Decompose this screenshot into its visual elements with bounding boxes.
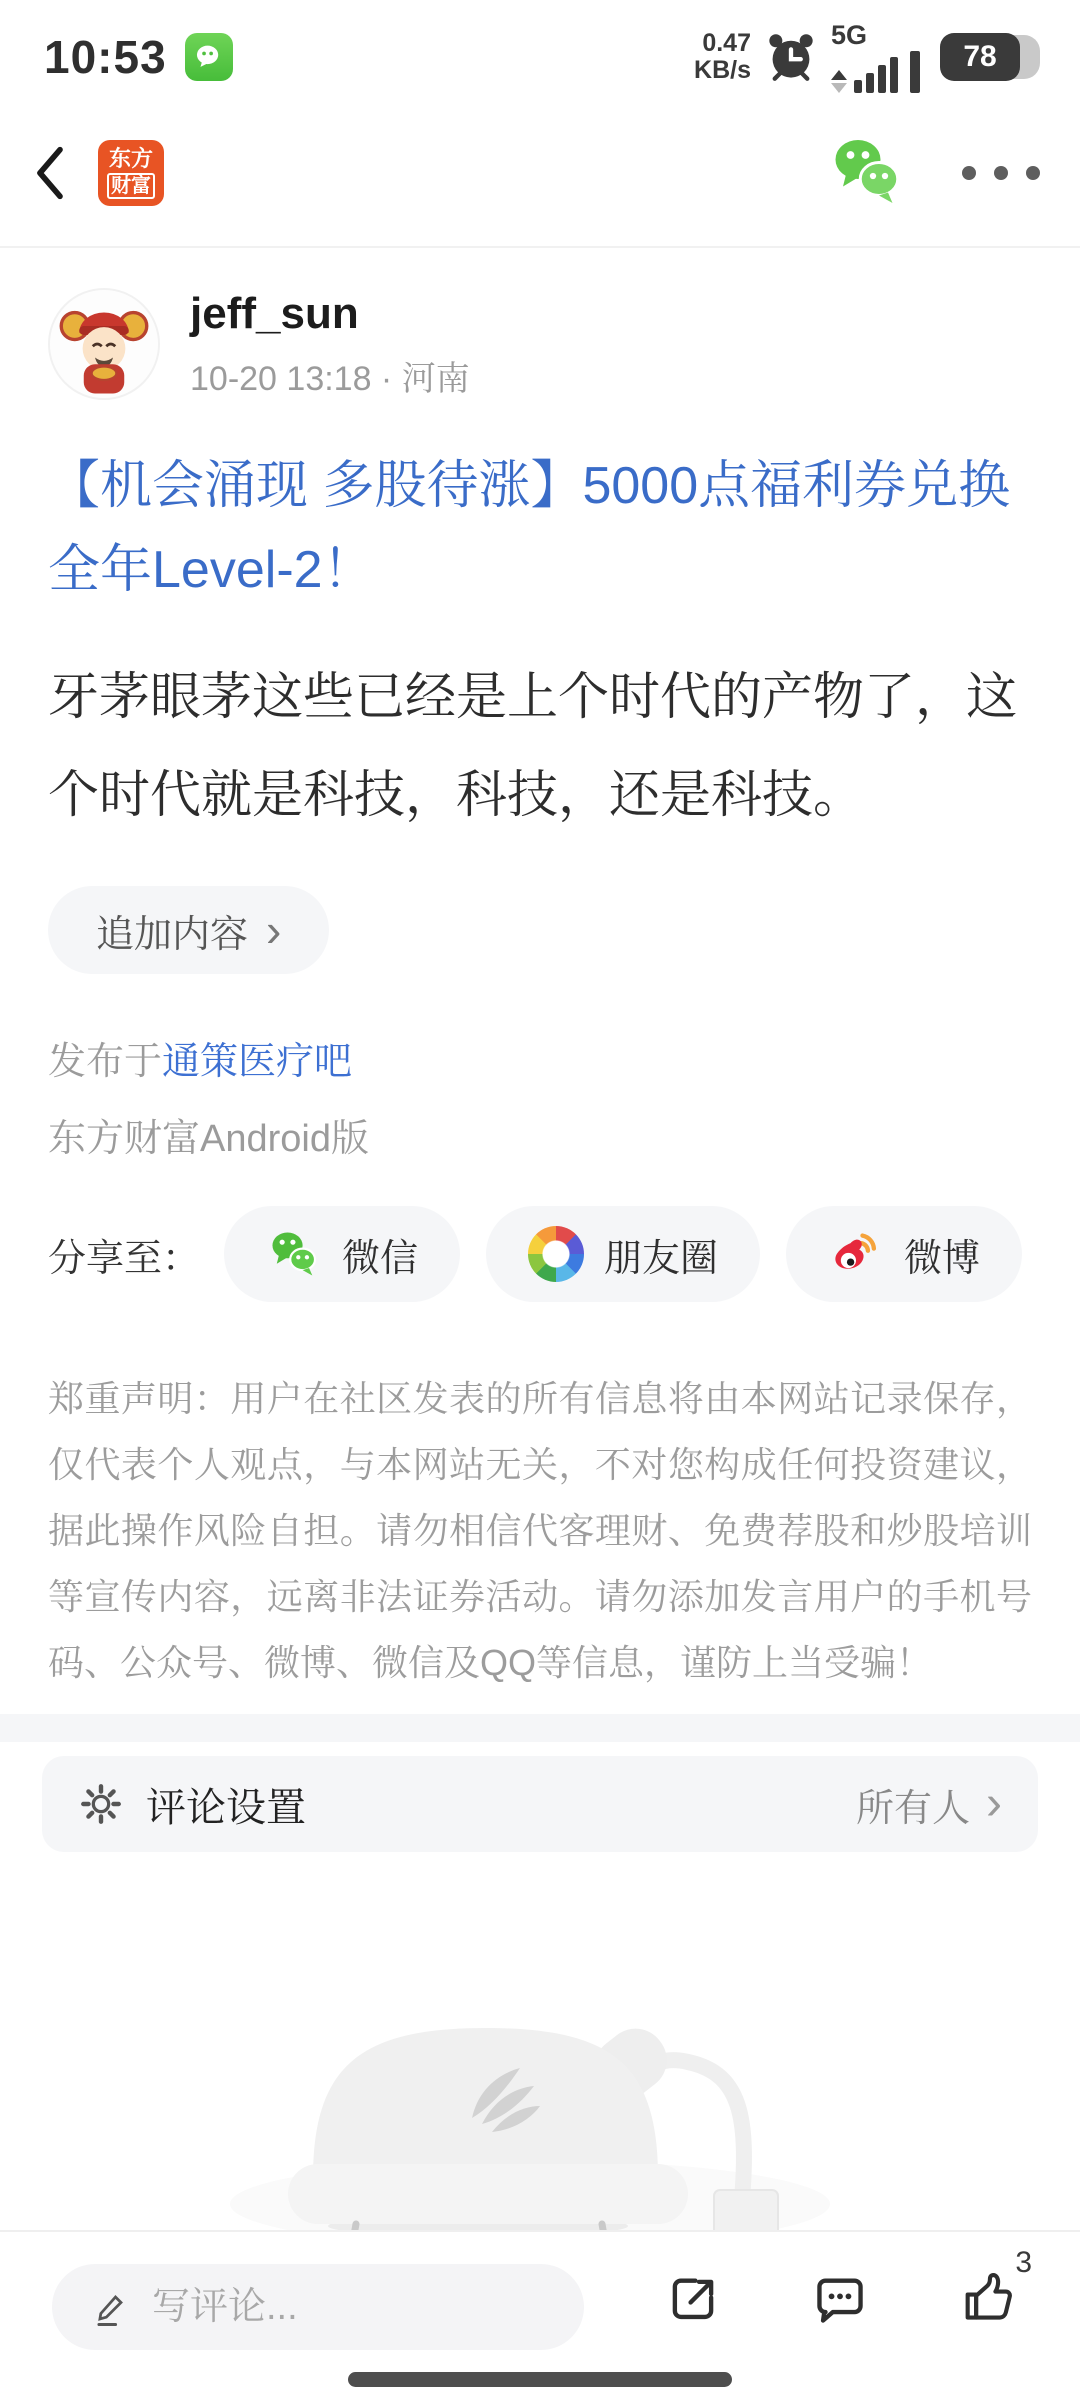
post-body: 牙茅眼茅这些已经是上个时代的产物了，这个时代就是科技，科技，还是科技。 (48, 668, 1018, 823)
comments-icon[interactable] (811, 2271, 869, 2329)
section-divider (0, 1714, 1080, 1742)
pencil-icon (88, 2286, 132, 2330)
comment-settings-row[interactable]: 评论设置 所有人 › (42, 1756, 1038, 1852)
alarm-clock-icon (765, 31, 817, 83)
network-speed: 0.47 KB/s (694, 29, 751, 84)
battery-icon (940, 33, 1040, 81)
status-bar-right (694, 19, 1040, 93)
back-chevron-icon (30, 142, 70, 204)
stock-bar-link[interactable]: 通策医疗吧 (162, 1041, 353, 1083)
weibo-icon (828, 1228, 884, 1280)
share-weibo-button[interactable]: 微博 (786, 1206, 1022, 1302)
share-row (48, 1206, 1032, 1302)
home-indicator[interactable] (348, 2372, 732, 2387)
share-label: 分享至： (48, 1237, 201, 1280)
back-button[interactable] (30, 138, 86, 208)
post-detail (0, 288, 1080, 1696)
clock-time: 10:53 (44, 31, 167, 83)
like-button[interactable] (958, 2246, 1032, 2331)
eastmoney-logo[interactable]: 东方 财富 (98, 140, 164, 206)
moments-icon (528, 1226, 584, 1282)
empty-comments-illustration (0, 1952, 1080, 2252)
avatar[interactable] (48, 288, 160, 400)
avatar-illustration (50, 290, 158, 398)
wechat-notification-icon (185, 33, 233, 81)
gear-icon (78, 1781, 124, 1827)
network-type-label: 5G (831, 19, 868, 50)
post-title[interactable]: 【机会涌现 多股待涨】5000点福利券兑换全年Level-2！ (48, 457, 1011, 599)
nav-bar (0, 100, 1080, 248)
share-icon[interactable] (664, 2271, 722, 2329)
username[interactable]: jeff_sun (190, 288, 359, 338)
comment-settings-label: 评论设置 (146, 1785, 306, 1830)
thumbs-up-icon (958, 2268, 1016, 2326)
published-line: 发布于通策医疗吧 (48, 1041, 353, 1083)
sofa-lamp-illustration (220, 1952, 860, 2252)
wechat-bubble-icon (192, 40, 226, 74)
signal-bars-icon (831, 51, 920, 93)
battery-percent: 78 (963, 40, 997, 73)
wechat-share-icon[interactable] (828, 137, 906, 209)
share-moments-button[interactable]: 朋友圈 (486, 1206, 760, 1302)
post-meta: 10-20 13:18 · 河南 (190, 359, 470, 398)
comment-settings-value: 所有人 (856, 1787, 971, 1830)
more-menu-button[interactable] (962, 166, 1040, 180)
share-wechat-button[interactable]: 微信 (224, 1206, 460, 1302)
status-bar (0, 0, 1080, 100)
like-count: 3 (1015, 2246, 1032, 2279)
client-line: 东方财富Android版 (48, 1118, 369, 1160)
signal-indicator (831, 19, 920, 93)
wechat-icon (266, 1228, 322, 1280)
append-content-button[interactable]: 追加内容 › (48, 886, 329, 974)
author-row[interactable] (48, 288, 1032, 400)
disclaimer-text: 郑重声明：用户在社区发表的所有信息将由本网站记录保存，仅代表个人观点，与本网站无关，不对您构成任何投资建议，据此操作风险自担。请勿相信代客理财、免费荐股和炒股培训等宣传内容，远离非法证券活动。请勿添加发言用户的手机号码、公众号、微博、微信及QQ等信息，谨防上当受骗！ (48, 1378, 1032, 1683)
